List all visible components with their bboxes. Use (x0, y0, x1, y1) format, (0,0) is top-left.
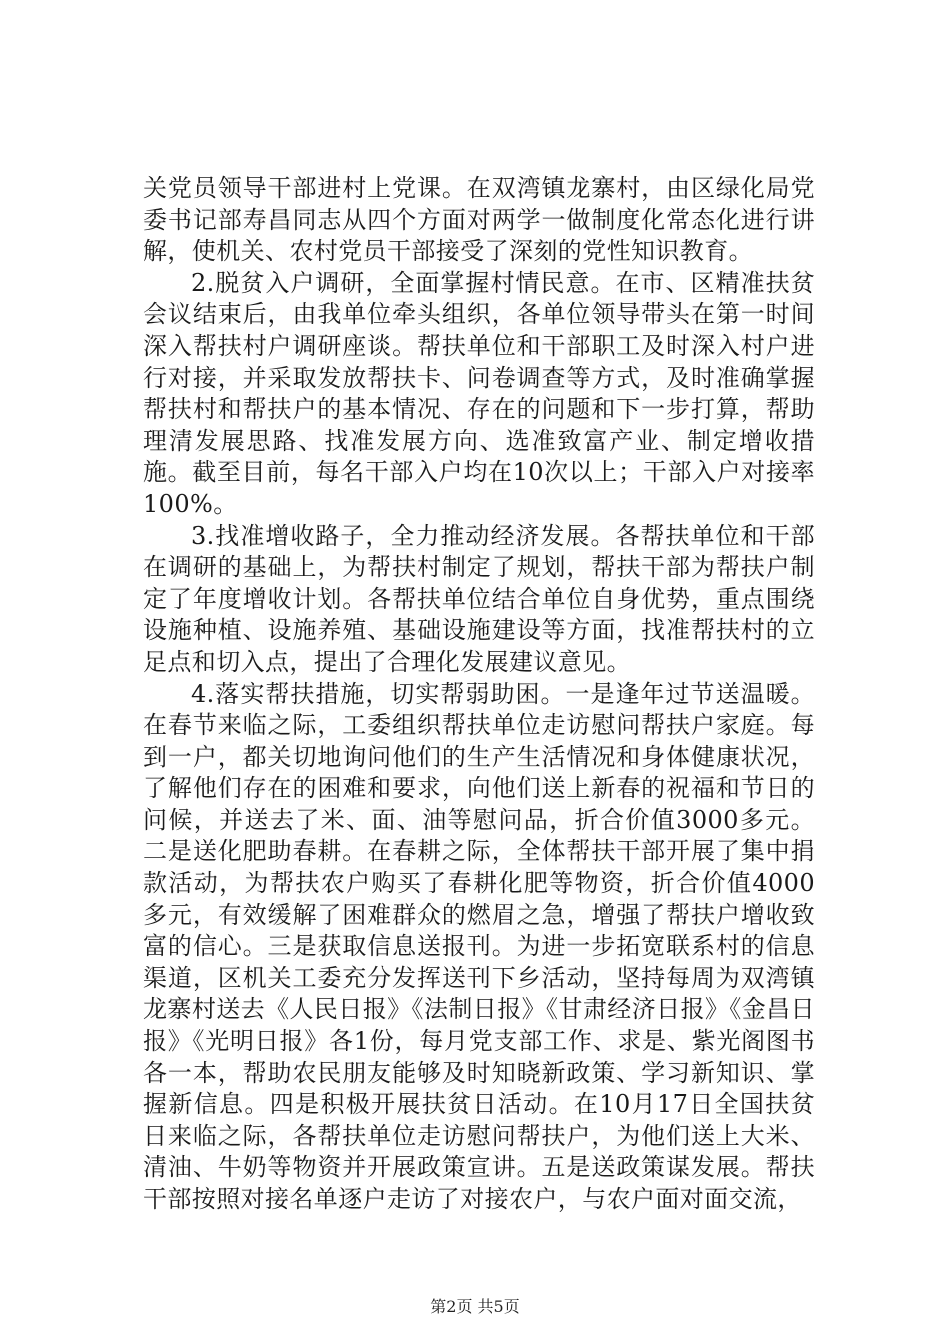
paragraph-item-2: 2.脱贫入户调研，全面掌握村情民意。在市、区精准扶贫会议结束后，由我单位牵头组织，各单位领导带头在第一时间深入帮扶村户调研座谈。帮扶单位和干部职工及时深入村户进行对接，并采取发放帮扶卡、问卷调查等方式，及时准确掌握帮扶村和帮扶户的基本情况、存在的问题和下一步打算，帮助理清发展思路、找准发展方向、选准致富产业、制定增收措施。截至目前，每名干部入户均在10次以上；干部入户对接率100%。 (143, 268, 815, 518)
document-body (143, 173, 815, 1216)
paragraph-item-3: 3.找准增收路子，全力推动经济发展。各帮扶单位和干部在调研的基础上，为帮扶村制定了规划，帮扶干部为帮扶户制定了年度增收计划。各帮扶单位结合单位自身优势，重点围绕设施种植、设施养殖、基础设施建设等方面，找准帮扶村的立足点和切入点，提出了合理化发展建议意见。 (143, 521, 815, 676)
page-footer: 第2页 共5页 (430, 1297, 520, 1316)
paragraph-continuation: 关党员领导干部进村上党课。在双湾镇龙寨村，由区绿化局党委书记部寿昌同志从四个方面对两学一做制度化常态化进行讲解，使机关、农村党员干部接受了深刻的党性知识教育。 (143, 174, 815, 266)
paragraph-item-4: 4.落实帮扶措施，切实帮弱助困。一是逢年过节送温暖。在春节来临之际，工委组织帮扶单位走访慰问帮扶户家庭。每到一户，都关切地询问他们的生产生活情况和身体健康状况，了解他们存在的困难和要求，向他们送上新春的祝福和节日的问候，并送去了米、面、油等慰问品，折合价值3000多元。二是送化肥助春耕。在春耕之际，全体帮扶干部开展了集中捐款活动，为帮扶农户购买了春耕化肥等物资，折合价值4000多元，有效缓解了困难群众的燃眉之急，增强了帮扶户增收致富的信心。三是获取信息送报刊。为进一步拓宽联系村的信息渠道，区机关工委充分发挥送刊下乡活动，坚持每周为双湾镇龙寨村送去《人民日报》《法制日报》《甘肃经济日报》《金昌日报》《光明日报》各1份，每月党支部工作、求是、紫光阁图书各一本，帮助农民朋友能够及时知晓新政策、学习新知识、掌握新信息。四是积极开展扶贫日活动。在10月17日全国扶贫日来临之际，各帮扶单位走访慰问帮扶户，为他们送上大米、清油、牛奶等物资并开展政策宣讲。五是送政策谋发展。帮扶干部按照对接名单逐户走访了对接农户，与农户面对面交流， (143, 679, 815, 1213)
